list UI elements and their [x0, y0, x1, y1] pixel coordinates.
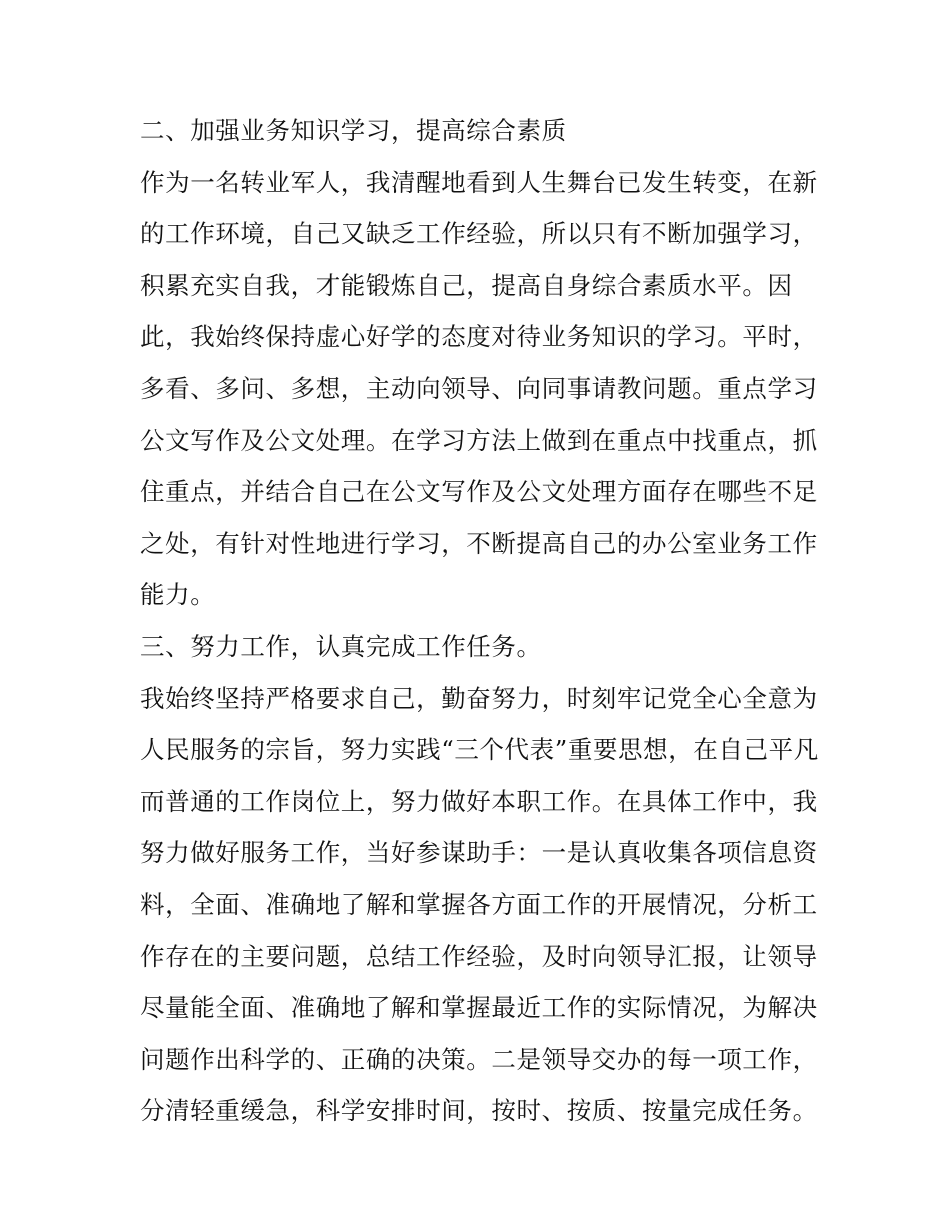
- paragraph-line: 问题作出科学的、正确的决策。二是领导交办的每一项工作，: [140, 1044, 818, 1074]
- paragraph-line: 作为一名转业军人，我清醒地看到人生舞台已发生转变，在新: [140, 167, 818, 197]
- paragraph-line: 住重点，并结合自己在公文写作及公文处理方面存在哪些不足: [140, 477, 818, 507]
- paragraph-line: 而普通的工作岗位上，努力做好本职工作。在具体工作中，我: [140, 786, 818, 816]
- paragraph-line: 分清轻重缓急，科学安排时间，按时、按质、按量完成任务。: [140, 1096, 818, 1126]
- paragraph-line: 公文写作及公文处理。在学习方法上做到在重点中找重点，抓: [140, 425, 818, 455]
- paragraph-line: 人民服务的宗旨，努力实践“三个代表”重要思想，在自己平凡: [140, 735, 819, 765]
- paragraph-line: 我始终坚持严格要求自己，勤奋努力，时刻牢记党全心全意为: [140, 683, 818, 713]
- section-heading-3: 三、努力工作，认真完成工作任务。: [140, 631, 542, 661]
- section-heading-2: 二、加强业务知识学习，提高综合素质: [140, 116, 567, 145]
- paragraph-line: 料，全面、准确地了解和掌握各方面工作的开展情况，分析工: [140, 889, 818, 919]
- paragraph-line: 积累充实自我，才能锻炼自己，提高自身综合素质水平。因: [140, 270, 793, 300]
- paragraph-line: 能力。: [140, 580, 216, 610]
- paragraph-line: 尽量能全面、准确地了解和掌握最近工作的实际情况，为解决: [140, 993, 818, 1023]
- paragraph-line: 的工作环境，自己又缺乏工作经验，所以只有不断加强学习，: [140, 219, 818, 249]
- paragraph-line: 之处，有针对性地进行学习，不断提高自己的办公室业务工作: [140, 528, 818, 558]
- paragraph-line: 此，我始终保持虚心好学的态度对待业务知识的学习。平时，: [140, 322, 818, 352]
- paragraph-line: 多看、多问、多想，主动向领导、向同事请教问题。重点学习: [140, 373, 818, 403]
- paragraph-line: 努力做好服务工作，当好参谋助手：一是认真收集各项信息资: [140, 838, 818, 868]
- document-body: [140, 110, 820, 1142]
- paragraph-line: 作存在的主要问题，总结工作经验，及时向领导汇报，让领导: [140, 941, 818, 971]
